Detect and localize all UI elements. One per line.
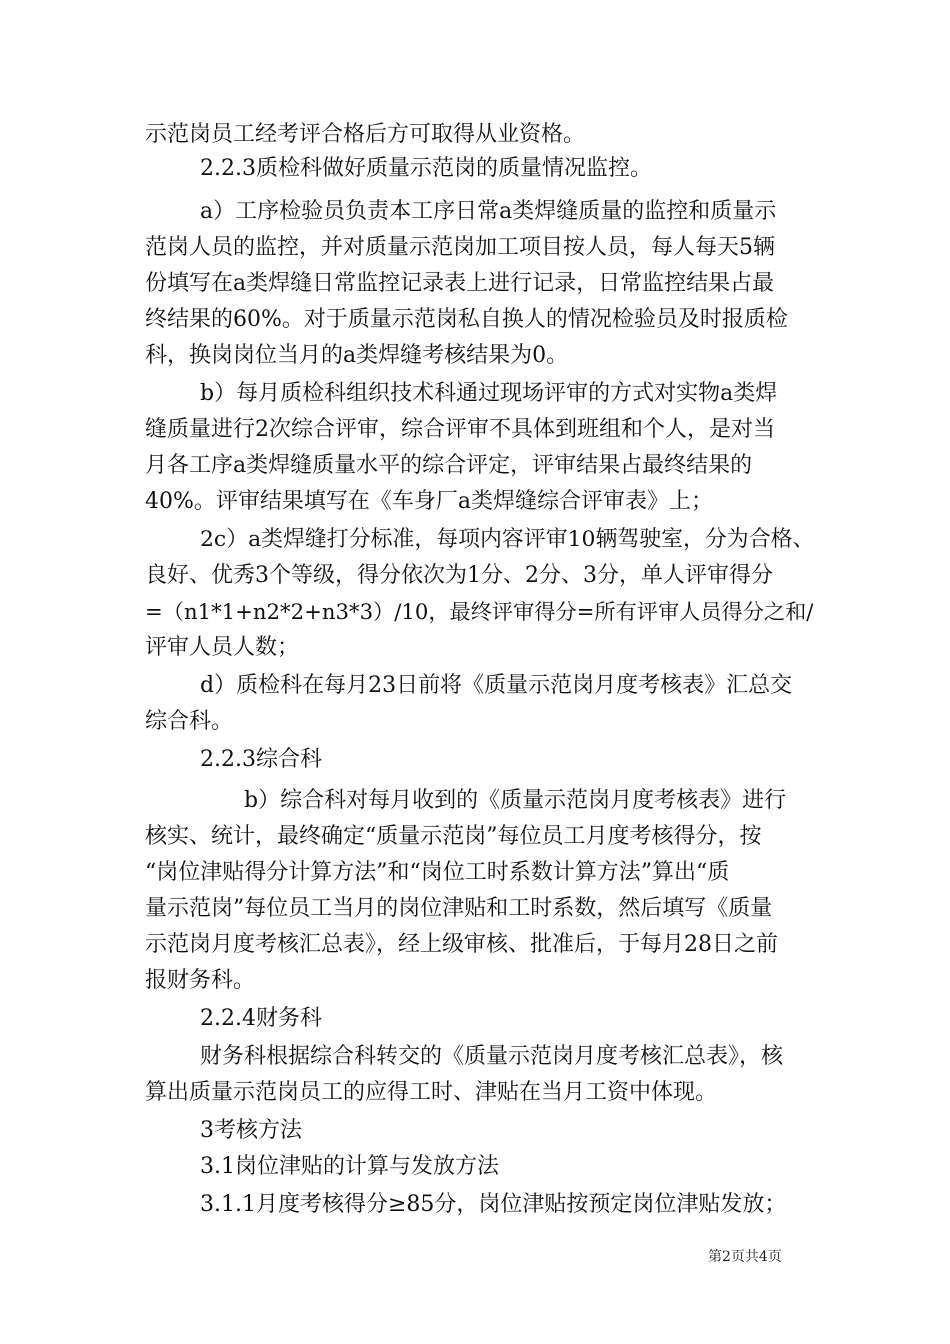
text-line-10: 月各工序a类焊缝质量水平的综合评定，评审结果占最终结果的 <box>145 453 753 478</box>
text-line-6: 终结果的60%。对于质量示范岗私自换人的情况检验员及时报质检 <box>145 307 788 332</box>
text-line-22: 量示范岗”每位员工当月的岗位津贴和工时系数，然后填写《质量 <box>145 896 773 921</box>
text-line-24: 报财务科。 <box>145 968 256 993</box>
text-line-9: 缝质量进行2次综合评审，综合评审不具体到班组和个人，是对当 <box>145 417 775 442</box>
text-line-17: 综合科。 <box>145 709 234 734</box>
text-line-13: 良好、优秀3个等级，得分依次为1分、2分、3分，单人评审得分 <box>145 563 773 588</box>
text-line-16: d）质检科在每月23日前将《质量示范岗月度考核表》汇总交 <box>200 673 793 698</box>
page-number-footer: 第2页共4页 <box>708 1249 782 1265</box>
text-line-26: 财务科根据综合科转交的《质量示范岗月度考核汇总表》，核 <box>200 1044 784 1069</box>
text-line-14: =（n1*1+n2*2+n3*3）/10，最终评审得分=所有评审人员得分之和/ <box>145 599 814 624</box>
text-line-15: 评审人员人数； <box>145 635 300 660</box>
text-line-29: 3.1岗位津贴的计算与发放方法 <box>200 1154 499 1179</box>
text-line-28: 3考核方法 <box>200 1118 302 1143</box>
text-line-19: b）综合科对每月收到的《质量示范岗月度考核表》进行 <box>244 788 787 813</box>
text-line-23: 示范岗月度考核汇总表》，经上级审核、批准后，于每月28日之前 <box>145 932 778 957</box>
text-line-8: b）每月质检科组织技术科通过现场评审的方式对实物a类焊 <box>200 381 778 406</box>
text-line-1: 示范岗员工经考评合格后方可取得从业资格。 <box>145 122 586 147</box>
text-line-7: 科，换岗岗位当月的a类焊缝考核结果为0。 <box>145 343 569 368</box>
text-line-27: 算出质量示范岗员工的应得工时、津贴在当月工资中体现。 <box>145 1080 718 1105</box>
text-line-12: 2c）a类焊缝打分标准，每项内容评审10辆驾驶室，分为合格、 <box>200 527 815 552</box>
text-line-25: 2.2.4财务科 <box>200 1006 322 1031</box>
text-line-2: 2.2.3质检科做好质量示范岗的质量情况监控。 <box>200 156 652 181</box>
text-line-21: “岗位津贴得分计算方法”和“岗位工时系数计算方法”算出“质 <box>145 860 730 885</box>
text-line-30: 3.1.1月度考核得分≥85分，岗位津贴按预定岗位津贴发放； <box>200 1192 787 1217</box>
text-line-20: 核实、统计，最终确定“质量示范岗”每位员工月度考核得分，按 <box>145 824 762 849</box>
text-line-11: 40%。评审结果填写在《车身厂a类焊缝综合评审表》上； <box>145 489 714 514</box>
text-line-4: 范岗人员的监控，并对质量示范岗加工项目按人员，每人每天5辆 <box>145 235 775 260</box>
text-line-5: 份填写在a类焊缝日常监控记录表上进行记录，日常监控结果占最 <box>145 271 775 296</box>
text-line-18: 2.2.3综合科 <box>200 747 322 772</box>
text-line-3: a）工序检验员负责本工序日常a类焊缝质量的监控和质量示 <box>200 199 777 224</box>
